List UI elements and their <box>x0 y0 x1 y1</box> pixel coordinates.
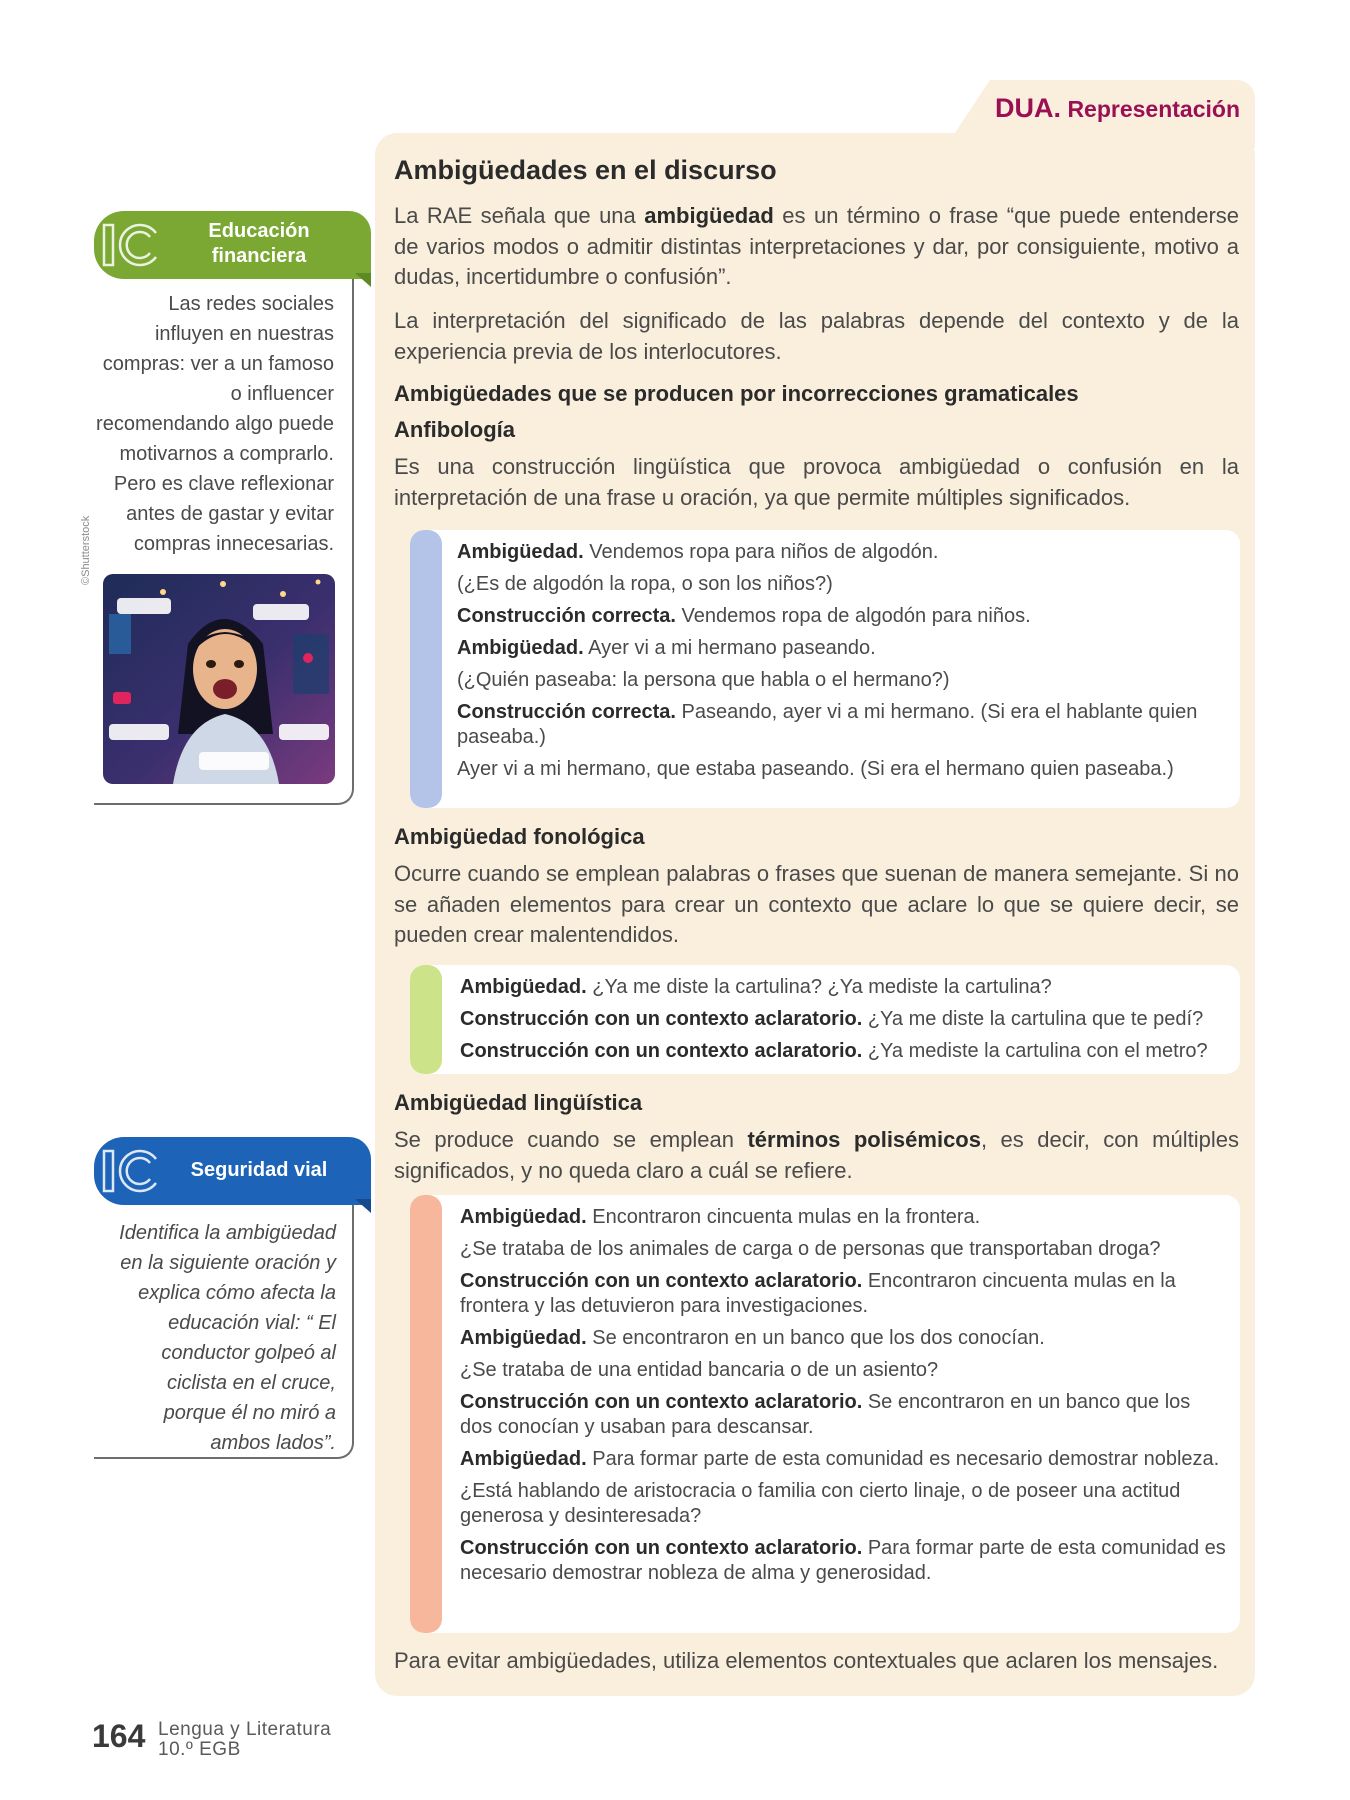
fonologica-examples <box>460 975 1228 1071</box>
example-text: Encontraron cincuenta mulas en la frontera y las detuvieron para investigaciones. <box>460 1270 1176 1317</box>
example-label: Ambigüedad. <box>460 976 587 998</box>
card-accent-bar <box>410 530 442 808</box>
example-row <box>457 668 1228 693</box>
linguistica-title: Ambigüedad lingüística <box>394 1090 643 1115</box>
dua-acronym: DUA. <box>995 93 1062 123</box>
example-text: ¿Ya me diste la cartulina? ¿Ya mediste la cartulina? <box>586 976 1052 998</box>
example-label: Ambigüedad. <box>457 541 584 563</box>
example-label: Ambigüedad. <box>457 637 584 659</box>
footer-grade: 10.º EGB <box>158 1739 241 1760</box>
example-label: Construcción con un contexto aclaratorio. <box>460 1537 863 1559</box>
financiera-text: Las redes sociales influyen en nuestras compras: ver a un famoso o influencer recomendando algo puede motivarnos a comprarlo. Pero es clave reflexionar antes de gastar y evitar compras innecesarias. <box>96 293 334 555</box>
financiera-title-line-1: Educación <box>208 220 310 242</box>
anfibologia-title: Anfibología <box>394 417 515 442</box>
vial-text: Identifica la ambigüedad en la siguiente oración y explica cómo afecta la educación vial: “ El conductor golpeó al ciclista en el cruce, porque él no miró a ambos lados”. <box>119 1222 336 1454</box>
example-text: ¿Se trataba de los animales de carga o de personas que transportaban droga? <box>460 1238 1161 1260</box>
anfibologia-text: Es una construcción lingüística que provoca ambigüedad o confusión en la interpretación de una frase u oración, ya que permite múltiples significados. <box>394 454 1239 510</box>
linguistica-examples <box>460 1205 1228 1593</box>
example-label: Ambigüedad. <box>460 1327 587 1349</box>
vial-title: Seguridad vial <box>190 1159 328 1181</box>
vial-header <box>94 1137 371 1205</box>
closing-text: Para evitar ambigüedades, utiliza elementos contextuales que aclaren los mensajes. <box>394 1648 1219 1673</box>
example-label: Ambigüedad. <box>460 1448 587 1470</box>
example-text: Se encontraron en un banco que los dos conocían y usaban para descansar. <box>460 1391 1191 1438</box>
example-label: Construcción con un contexto aclaratorio. <box>460 1008 863 1030</box>
card-accent-bar <box>410 1195 442 1633</box>
example-text: ¿Está hablando de aristocracia o familia con cierto linaje, o de poseer una actitud generosa y desinteresada? <box>460 1480 1181 1527</box>
example-row <box>460 1479 1228 1529</box>
example-row <box>460 1447 1228 1472</box>
example-text: ¿Ya mediste la cartulina con el metro? <box>862 1040 1208 1062</box>
vial-fold <box>355 1199 371 1213</box>
anfibologia-examples <box>457 540 1228 789</box>
example-label: Construcción con un contexto aclaratorio. <box>460 1391 863 1413</box>
example-text: (¿Es de algodón la ropa, o son los niños?) <box>457 573 833 595</box>
example-row <box>460 1358 1228 1383</box>
example-row <box>460 1237 1228 1262</box>
example-row <box>460 1007 1228 1032</box>
example-row <box>457 540 1228 565</box>
influencer-illustration <box>103 574 335 784</box>
dua-text: Representación <box>1067 96 1240 122</box>
financiera-fold <box>355 273 371 287</box>
photo-credit: ©Shutterstock <box>80 515 92 585</box>
example-row <box>457 636 1228 661</box>
influencer-photo <box>103 574 335 784</box>
example-label: Construcción con un contexto aclaratorio. <box>460 1040 863 1062</box>
example-text: Paseando, ayer vi a mi hermano. (Si era el hablante quien paseaba.) <box>457 701 1198 748</box>
example-row <box>460 1326 1228 1351</box>
example-row <box>460 1205 1228 1230</box>
example-text: ¿Se trataba de una entidad bancaria o de un asiento? <box>460 1359 939 1381</box>
example-text: Ayer vi a mi hermano, que estaba paseando. (Si era el hermano quien paseaba.) <box>457 758 1174 780</box>
example-row <box>457 604 1228 629</box>
linguistica-examples-card <box>410 1195 1240 1633</box>
example-text: Para formar parte de esta comunidad es necesario demostrar nobleza. <box>586 1448 1220 1470</box>
footer-subject: Lengua y Literatura <box>158 1719 332 1740</box>
example-text: Ayer vi a mi hermano paseando. <box>583 637 876 659</box>
example-text: ¿Ya me diste la cartulina que te pedí? <box>862 1008 1204 1030</box>
page-title: Ambigüedades en el discurso <box>394 155 777 185</box>
fonologica-text: Ocurre cuando se emplean palabras o frases que suenan de manera semejante. Si no se añaden elementos para crear un contexto que aclare lo que se quiere decir, se pueden crear malentendidos. <box>394 861 1239 947</box>
section-grammatical-title: Ambigüedades que se producen por incorrecciones gramaticales <box>394 381 1079 406</box>
example-row <box>460 975 1228 1000</box>
example-row <box>460 1269 1228 1319</box>
dua-label <box>990 93 1240 124</box>
example-row <box>460 1039 1228 1064</box>
financiera-header <box>94 211 371 279</box>
fonologica-examples-card <box>410 965 1240 1074</box>
example-row <box>460 1390 1228 1440</box>
example-row <box>457 757 1228 782</box>
intro-paragraph-2: La interpretación del significado de las palabras depende del contexto y de la experiencia previa de los interlocutores. <box>394 308 1239 364</box>
example-row <box>460 1536 1228 1586</box>
page-number: 164 <box>92 1718 146 1754</box>
example-text: (¿Quién paseaba: la persona que habla o el hermano?) <box>457 669 950 691</box>
ic-logo-icon <box>100 1143 160 1199</box>
example-text: Vendemos ropa para niños de algodón. <box>583 541 939 563</box>
example-text: Encontraron cincuenta mulas en la frontera. <box>586 1206 981 1228</box>
example-text: Vendemos ropa de algodón para niños. <box>675 605 1031 627</box>
example-label: Construcción con un contexto aclaratorio. <box>460 1270 863 1292</box>
example-label: Ambigüedad. <box>460 1206 587 1228</box>
example-text: Para formar parte de esta comunidad es necesario demostrar nobleza de alma y generosidad. <box>460 1537 1226 1584</box>
ic-logo-icon <box>100 217 160 273</box>
example-label: Construcción correcta. <box>457 605 676 627</box>
example-text: Se encontraron en un banco que los dos conocían. <box>586 1327 1045 1349</box>
fonologica-title: Ambigüedad fonológica <box>394 824 645 849</box>
anfibologia-examples-card <box>410 530 1240 808</box>
intro-paragraph-1: La RAE señala que una ambigüedad es un término o frase “que puede entenderse de varios modos o admitir distintas interpretaciones y dar, por consiguiente, motivo a dudas, incertidumbre o confusión”. <box>394 203 1239 289</box>
example-row <box>457 700 1228 750</box>
linguistica-text: Se produce cuando se emplean términos polisémicos, es decir, con múltiples significados, y no queda claro a cuál se refiere. <box>394 1127 1239 1183</box>
financiera-title-line-2: financiera <box>211 245 307 267</box>
example-row <box>457 572 1228 597</box>
example-label: Construcción correcta. <box>457 701 676 723</box>
card-accent-bar <box>410 965 442 1074</box>
